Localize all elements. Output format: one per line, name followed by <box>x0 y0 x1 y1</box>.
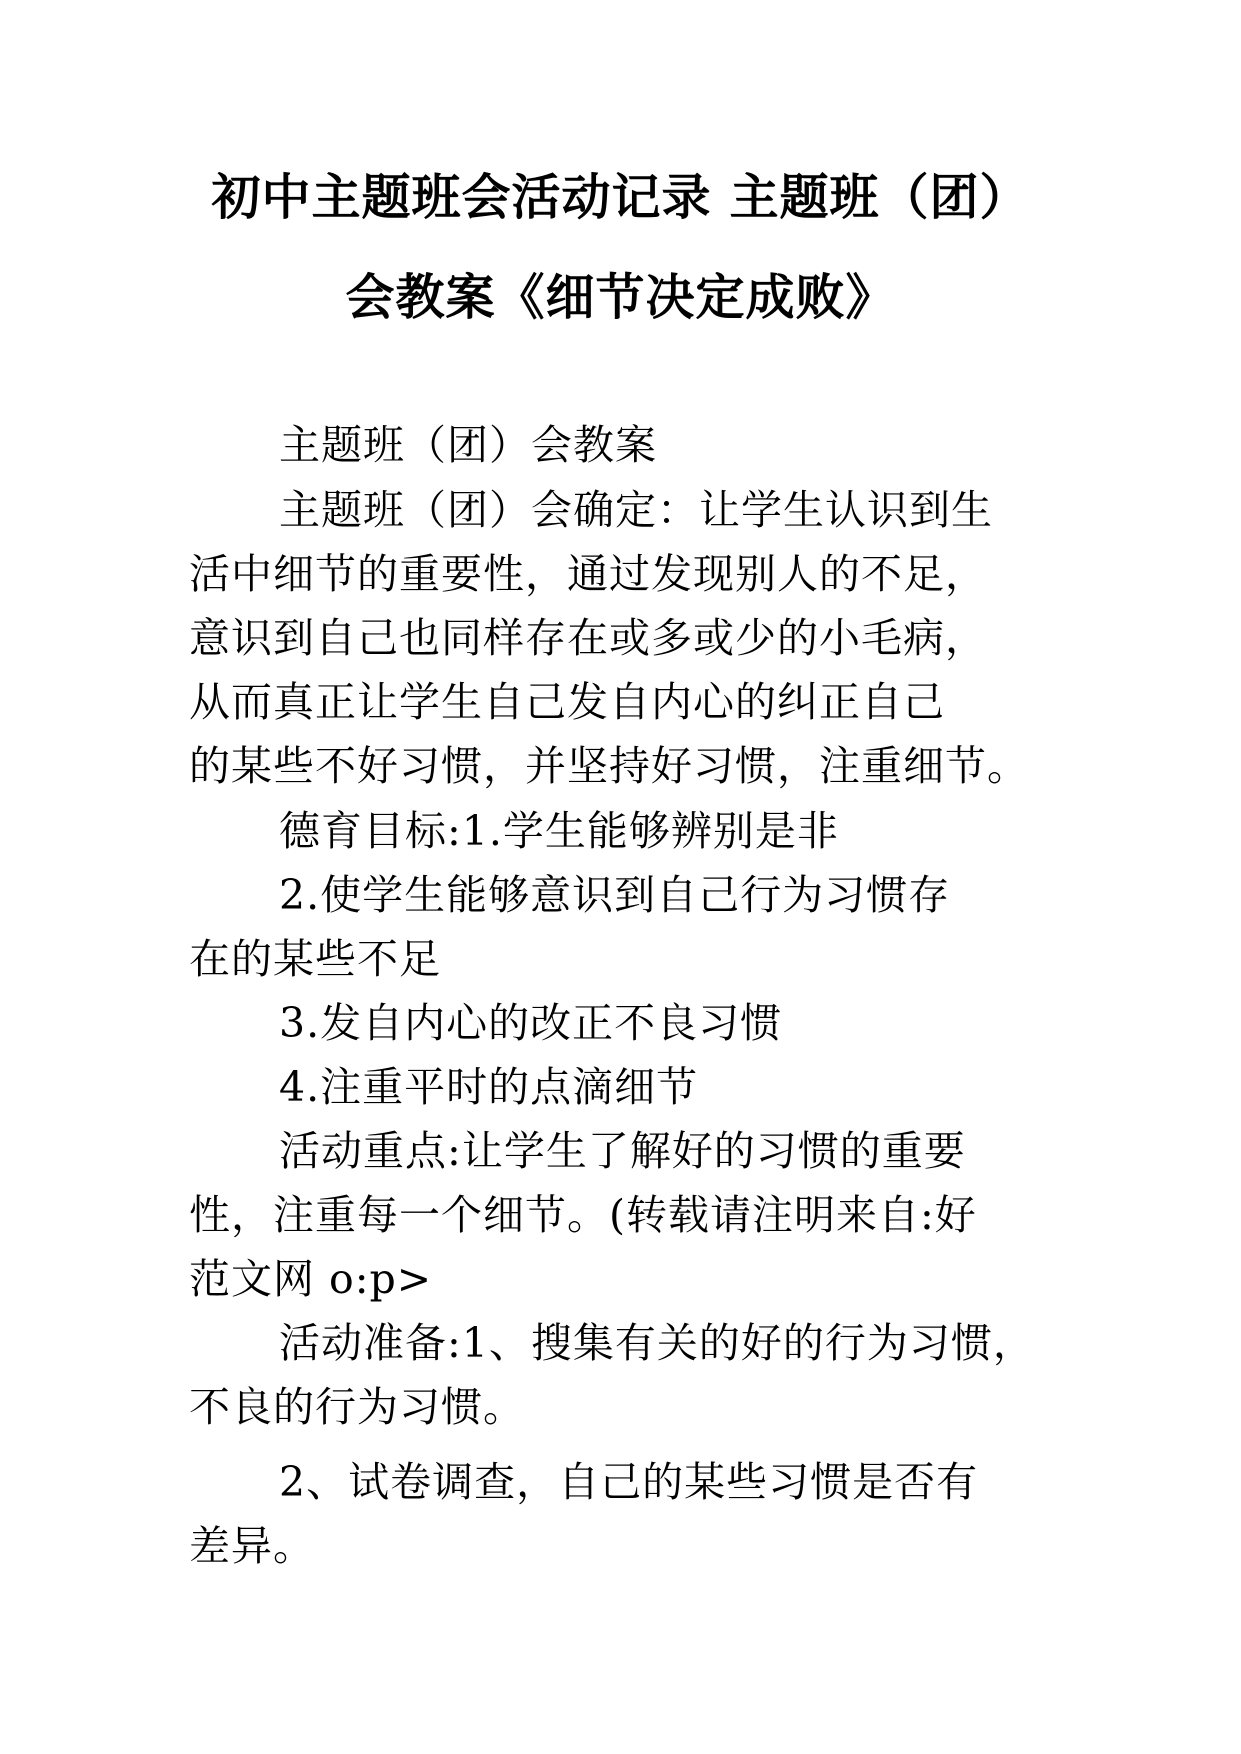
paragraph-line: 的某些不好习惯，并坚持好习惯，注重细节。 <box>189 742 1029 790</box>
paragraph-line: 德育目标:1.学生能够辨别是非 <box>279 807 839 855</box>
paragraph-line: 范文网 o:p> <box>189 1255 433 1303</box>
paragraph-line: 活动准备:1、搜集有关的好的行为习惯， <box>279 1319 1035 1367</box>
paragraph-line: 不良的行为习惯。 <box>189 1383 525 1431</box>
paragraph-line: 差异。 <box>189 1522 315 1570</box>
paragraph-line: 4.注重平时的点滴细节 <box>279 1063 699 1111</box>
paragraph-line: 3.发自内心的改正不良习惯 <box>279 999 783 1047</box>
paragraph-line: 2.使学生能够意识到自己行为习惯存 <box>279 871 951 919</box>
paragraph-line: 性，注重每一个细节。(转载请注明来自:好 <box>189 1191 977 1239</box>
paragraph-line: 在的某些不足 <box>189 935 441 983</box>
paragraph-line: 意识到自己也同样存在或多或少的小毛病， <box>189 614 987 662</box>
paragraph-line: 活动重点:让学生了解好的习惯的重要 <box>279 1127 966 1175</box>
document-title-line-1: 初中主题班会活动记录 主题班（团） <box>211 169 1030 226</box>
paragraph-line: 2、试卷调查，自己的某些习惯是否有 <box>279 1458 979 1506</box>
paragraph-line: 活中细节的重要性，通过发现别人的不足， <box>189 550 987 598</box>
document-title-line-2: 会教案《细节决定成败》 <box>345 269 896 326</box>
paragraph-line: 主题班（团）会确定：让学生认识到生 <box>279 486 993 534</box>
paragraph-line: 从而真正让学生自己发自内心的纠正自己 <box>189 678 945 726</box>
paragraph-heading: 主题班（团）会教案 <box>279 421 657 469</box>
